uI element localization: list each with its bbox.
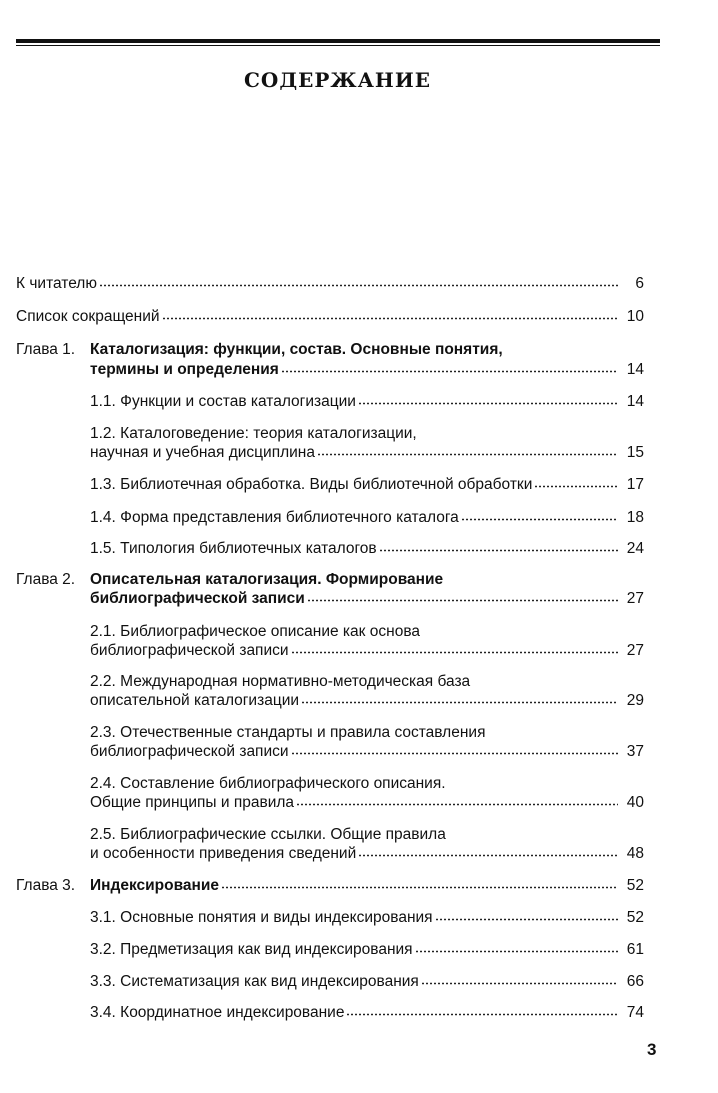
toc-entry-page: 52 — [626, 877, 644, 894]
toc-entry-label: 1.5. Типология библиотечных каталогов — [90, 540, 377, 557]
chapter-2-title-line1[interactable]: Описательная каталогизация. Формирование — [90, 571, 444, 588]
toc-entry-chapter-1[interactable] — [90, 361, 644, 379]
toc-entry-label: библиографической записи — [90, 642, 289, 659]
dot-leader — [461, 518, 618, 521]
toc-entry-page: 15 — [626, 444, 644, 461]
toc-entry-2-3[interactable] — [90, 743, 644, 761]
page-number: 3 — [647, 1040, 657, 1059]
toc-entry-label: К читателю — [16, 275, 97, 292]
toc-entry-label: Список сокращений — [16, 308, 160, 325]
toc-entry-page: 24 — [626, 540, 644, 557]
toc-entry-label: научная и учебная дисциплина — [90, 444, 315, 461]
toc-entry-chapter-2[interactable] — [90, 590, 644, 608]
toc-entry-abbreviations[interactable] — [16, 308, 644, 326]
toc-entry-2-4-line1[interactable]: 2.4. Составление библиографического описания. — [90, 775, 446, 792]
toc-entry-page: 18 — [626, 509, 644, 526]
dot-leader — [162, 317, 618, 320]
toc-entry-1-2-line1[interactable]: 1.2. Каталоговедение: теория каталогизации, — [90, 425, 417, 442]
toc-entry-label: 1.4. Форма представления библиотечного каталога — [90, 509, 459, 526]
toc-entry-3-1[interactable] — [90, 909, 644, 927]
toc-entry-1-2[interactable] — [90, 444, 644, 462]
toc-entry-2-5[interactable] — [90, 845, 644, 863]
toc-entry-page: 52 — [626, 909, 644, 926]
toc-entry-2-2[interactable] — [90, 692, 644, 710]
dot-leader — [379, 549, 618, 552]
dot-leader — [358, 402, 618, 405]
toc-entry-2-1[interactable] — [90, 642, 644, 660]
dot-leader — [534, 485, 618, 488]
toc-entry-page: 14 — [626, 393, 644, 410]
chapter-1-title-line1[interactable]: Каталогизация: функции, состав. Основные понятия, — [90, 341, 503, 358]
dot-leader — [221, 886, 618, 889]
chapter-1-prefix: Глава 1. — [16, 341, 76, 358]
toc-entry-page: 29 — [626, 692, 644, 709]
toc-entry-2-5-line1[interactable]: 2.5. Библиографические ссылки. Общие правила — [90, 826, 446, 843]
toc-entry-2-3-line1[interactable]: 2.3. Отечественные стандарты и правила составления — [90, 724, 486, 741]
dot-leader — [358, 854, 618, 857]
toc-entry-1-3[interactable] — [90, 476, 644, 494]
toc-entry-page: 27 — [626, 642, 644, 659]
toc-entry-label: 1.3. Библиотечная обработка. Виды библиотечной обработки — [90, 476, 533, 493]
toc-entry-page: 40 — [626, 794, 644, 811]
toc-entry-label: библиографической записи — [90, 743, 289, 760]
dot-leader — [281, 370, 618, 373]
chapter-2-prefix: Глава 2. — [16, 571, 76, 588]
toc-entry-page: 17 — [626, 476, 644, 493]
toc-entry-label: 3.1. Основные понятия и виды индексирования — [90, 909, 433, 926]
toc-entry-to-reader[interactable] — [16, 275, 644, 293]
toc-entry-label: описательной каталогизации — [90, 692, 300, 709]
toc-entry-3-2[interactable] — [90, 941, 644, 959]
toc-entry-page: 27 — [626, 590, 644, 607]
page-title: СОДЕРЖАНИЕ — [244, 68, 431, 92]
toc-entry-chapter-3[interactable] — [90, 877, 644, 895]
toc-entry-label: и особенности приведения сведений — [90, 845, 357, 862]
toc-entry-page: 74 — [626, 1004, 644, 1021]
chapter-3-prefix: Глава 3. — [16, 877, 76, 894]
toc-entry-page: 48 — [626, 845, 644, 862]
toc-entry-3-4[interactable] — [90, 1004, 644, 1022]
toc-entry-3-3[interactable] — [90, 973, 644, 991]
toc-entry-1-4[interactable] — [90, 509, 644, 527]
dot-leader — [301, 701, 618, 704]
chapter-1-title-line2: термины и определения — [90, 361, 279, 378]
dot-leader — [296, 803, 618, 806]
toc-entry-label: 3.3. Систематизация как вид индексирования — [90, 973, 419, 990]
toc-entry-label: Общие принципы и правила — [90, 794, 295, 811]
toc-entry-2-2-line1[interactable]: 2.2. Международная нормативно-методическая база — [90, 673, 471, 690]
dot-leader — [307, 599, 618, 602]
chapter-2-title-line2: библиографической записи — [90, 590, 305, 607]
dot-leader — [421, 982, 618, 985]
dot-leader — [317, 453, 618, 456]
toc-entry-1-5[interactable] — [90, 540, 644, 558]
toc-entry-1-1[interactable] — [90, 393, 644, 411]
toc-entry-page: 66 — [626, 973, 644, 990]
dot-leader — [435, 918, 618, 921]
toc-entry-label: 3.2. Предметизация как вид индексирования — [90, 941, 413, 958]
chapter-3-title: Индексирование — [90, 877, 220, 894]
toc-entry-page: 6 — [635, 275, 644, 292]
toc-entry-2-4[interactable] — [90, 794, 644, 812]
toc-entry-page: 10 — [626, 308, 644, 325]
dot-leader — [99, 284, 618, 287]
toc-entry-page: 61 — [626, 941, 644, 958]
dot-leader — [346, 1013, 618, 1016]
dot-leader — [291, 752, 618, 755]
toc-entry-2-1-line1[interactable]: 2.1. Библиографическое описание как основа — [90, 623, 420, 640]
toc-entry-page: 37 — [626, 743, 644, 760]
toc-entry-page: 14 — [626, 361, 644, 378]
toc-entry-label: 3.4. Координатное индексирование — [90, 1004, 345, 1021]
toc-entry-label: 1.1. Функции и состав каталогизации — [90, 393, 356, 410]
dot-leader — [415, 950, 618, 953]
dot-leader — [291, 651, 618, 654]
